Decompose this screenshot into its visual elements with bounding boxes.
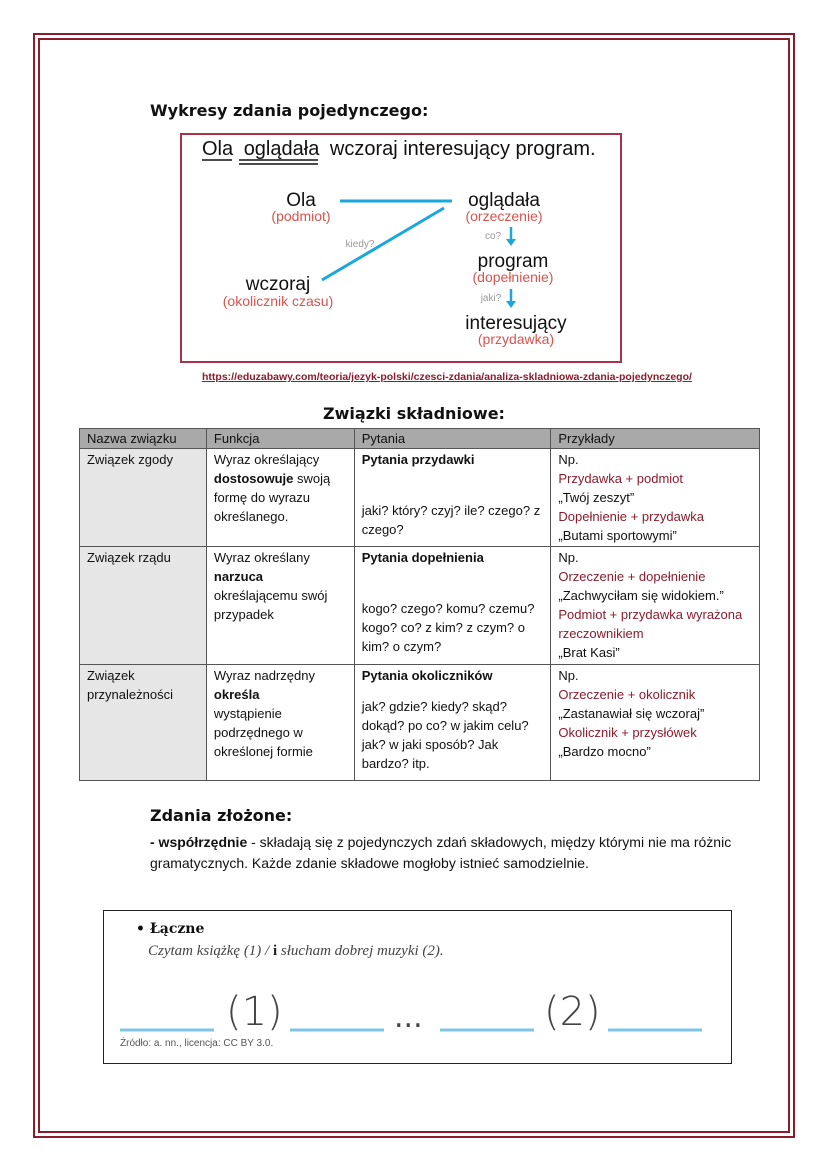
questions-list: jaki? który? czyj? ile? czego? z czego? xyxy=(361,503,541,537)
node-interesujacy-role: (przydawka) xyxy=(477,331,555,347)
term-coordinate: - współrzędnie xyxy=(150,834,248,850)
question-jaki: jaki? xyxy=(480,293,502,304)
relation-function xyxy=(206,665,354,781)
box-example-sentence xyxy=(148,943,444,960)
questions-list: kogo? czego? komu? czemu? kogo? co? z kim? z czym? o kim? o czym? xyxy=(361,601,535,654)
examples-np: Np. xyxy=(558,452,579,467)
questions-title: Pytania okoliczników xyxy=(361,668,493,683)
arrow-co-icon xyxy=(506,239,516,246)
function-text: wystąpienie podrzędnego w określonej formie xyxy=(213,706,313,759)
heading-syntactic-relations: Związki składniowe: xyxy=(323,404,505,423)
sentence-rest: wczoraj interesujący program. xyxy=(329,138,596,160)
relation-name: Związek przynależności xyxy=(80,665,207,781)
example-pattern: Orzeczenie + dopełnienie xyxy=(558,569,706,584)
heading-complex-sentences: Zdania złożone: xyxy=(150,806,293,825)
source-link[interactable]: https://eduzabawy.com/teoria/jezyk-polski/czesci-zdania/analiza-skladniowa-zdania-pojedynczego/ xyxy=(202,371,692,383)
relation-examples xyxy=(551,547,760,665)
example-phrase: „Butami sportowymi” xyxy=(558,528,677,543)
scheme-label-1: (1) xyxy=(226,989,283,1035)
node-program-role: (dopełnienie) xyxy=(472,269,554,285)
question-kiedy: kiedy? xyxy=(345,239,375,250)
example-box xyxy=(103,910,732,1064)
examples-np: Np. xyxy=(558,668,579,683)
coordinate-description xyxy=(150,832,770,874)
sentence-diagram-svg xyxy=(182,135,620,361)
function-text: Wyraz określający xyxy=(213,452,320,467)
header-name: Nazwa związku xyxy=(80,429,207,449)
header-examples: Przykłady xyxy=(551,429,760,449)
table-header-row xyxy=(80,429,760,449)
relation-examples xyxy=(551,665,760,781)
node-interesujacy-word: interesujący xyxy=(465,313,567,334)
node-ola-word: Ola xyxy=(286,190,316,211)
relation-questions xyxy=(354,665,551,781)
example-conjunction: i xyxy=(272,943,278,959)
box-bullet-title: • Łączne xyxy=(136,921,205,937)
svg-text:Ola oglądała wczor xyxy=(202,138,596,160)
node-ola-role: (podmiot) xyxy=(271,208,331,224)
header-questions: Pytania xyxy=(354,429,551,449)
example-pattern: Orzeczenie + okolicznik xyxy=(558,687,696,702)
line-predicate-adverbial xyxy=(322,208,444,280)
questions-title: Pytania dopełnienia xyxy=(361,550,484,565)
scheme-label-2: (2) xyxy=(544,989,601,1035)
relation-questions xyxy=(354,547,551,665)
relation-questions xyxy=(354,449,551,547)
function-text: swoją formę do wyrazu określanego. xyxy=(213,471,331,524)
function-keyword: określa xyxy=(213,687,260,702)
function-text: Wyraz określany xyxy=(213,550,310,565)
header-function: Funkcja xyxy=(206,429,354,449)
function-text: Wyraz nadrzędny xyxy=(213,668,315,683)
example-phrase: „Zastanawiał się wczoraj” xyxy=(558,706,705,721)
box-source: Źródło: a. nn., licencja: CC BY 3.0. xyxy=(120,1038,274,1049)
example-phrase: „Zachwyciłam się widokiem.” xyxy=(558,588,724,603)
example-phrase: „Bardzo mocno” xyxy=(558,744,651,759)
node-wczoraj-word: wczoraj xyxy=(245,274,311,295)
table-row xyxy=(80,665,760,781)
heading-simple-sentence: Wykresy zdania pojedynczego: xyxy=(150,101,429,120)
table-row xyxy=(80,449,760,547)
examples-np: Np. xyxy=(558,550,579,565)
relation-name: Związek zgody xyxy=(80,449,207,547)
example-part: Czytam książkę (1) / xyxy=(148,943,273,959)
arrow-jaki-icon xyxy=(506,301,516,308)
questions-title: Pytania przydawki xyxy=(361,452,475,467)
function-text: określającemu swój przypadek xyxy=(213,588,328,622)
relation-function xyxy=(206,547,354,665)
function-keyword: narzuca xyxy=(213,569,264,584)
coordinate-text: - składają się z pojedynczych zdań składowych, między którymi nie ma różnic gramatycznych. Każde zdanie składowe mogłoby istnieć samodzielnie. xyxy=(150,834,732,871)
example-pattern: Okolicznik + przysłówek xyxy=(558,725,697,740)
example-phrase: „Brat Kasi” xyxy=(558,645,620,660)
node-ogladala-role: (orzeczenie) xyxy=(465,208,543,224)
node-program-word: program xyxy=(477,251,549,272)
function-keyword: dostosowuje xyxy=(213,471,294,486)
example-phrase: „Twój zeszyt” xyxy=(558,490,635,505)
relation-function xyxy=(206,449,354,547)
example-pattern: Dopełnienie + przydawka xyxy=(558,509,704,524)
sentence-word-ogladala: oglądała xyxy=(243,138,320,160)
example-pattern: Podmiot + przydawka wyrażona rzeczownikiem xyxy=(558,607,743,641)
example-pattern: Przydawka + podmiot xyxy=(558,471,684,486)
node-wczoraj-role: (okolicznik czasu) xyxy=(222,293,334,309)
relation-name: Związek rządu xyxy=(80,547,207,665)
questions-list: jak? gdzie? kiedy? skąd? dokąd? po co? w jakim celu? jak? w jaki sposób? Jak bardzo? itp. xyxy=(361,699,529,771)
question-co: co? xyxy=(484,231,502,242)
sentence-diagram xyxy=(180,133,622,363)
relations-table xyxy=(79,428,760,781)
sentence-word-ola: Ola xyxy=(202,138,234,160)
sentence-scheme xyxy=(120,985,720,1035)
scheme-dots: ... xyxy=(394,1000,423,1035)
node-ogladala-word: oglądała xyxy=(468,190,540,211)
table-row xyxy=(80,547,760,665)
relation-examples xyxy=(551,449,760,547)
example-part: słucham dobrej muzyki (2). xyxy=(277,943,444,959)
